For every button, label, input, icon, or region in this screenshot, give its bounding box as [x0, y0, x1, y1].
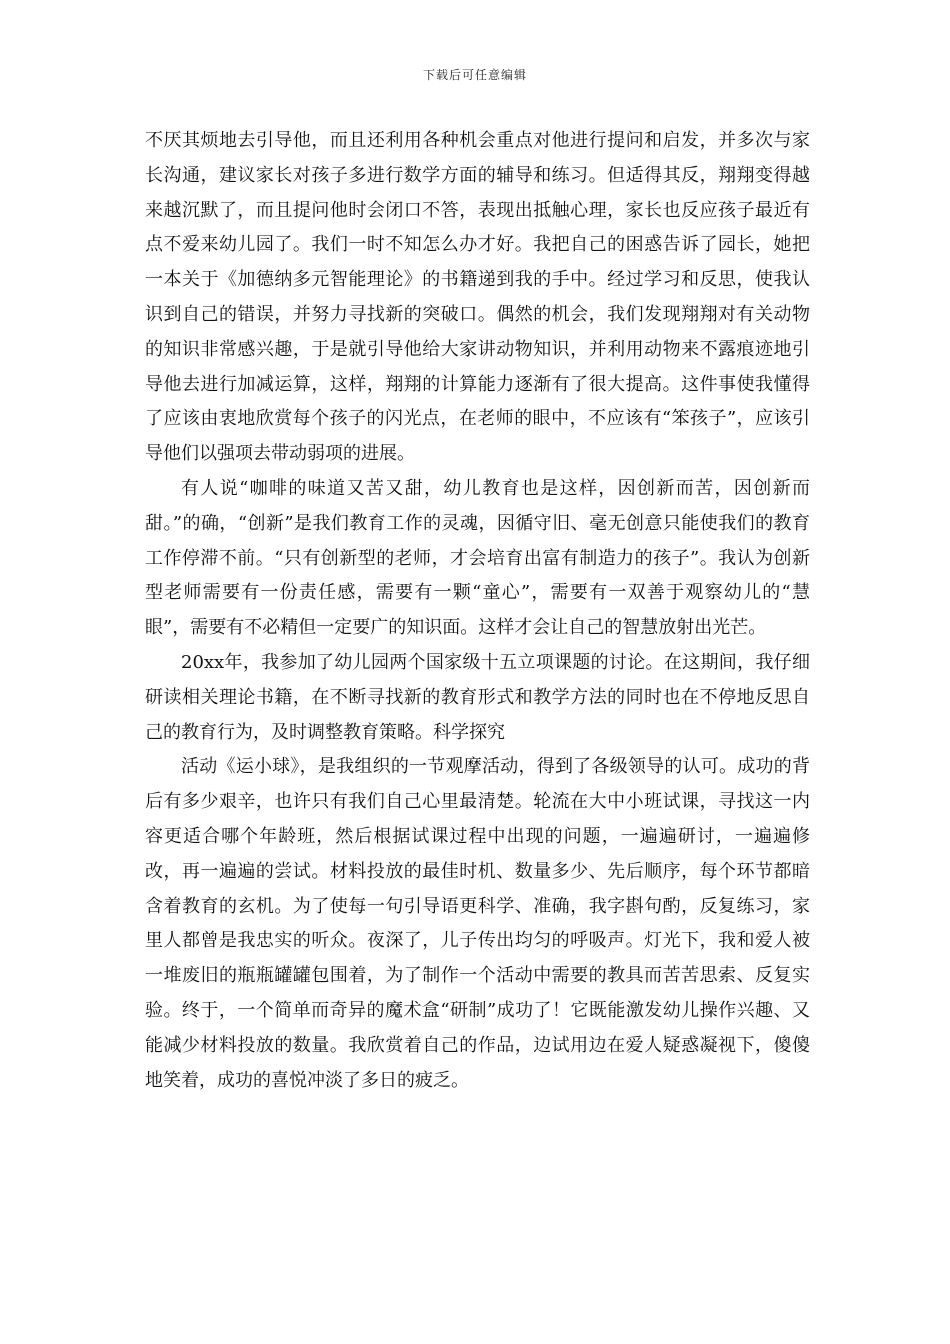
paragraph-3: 20xx年，我参加了幼儿园两个国家级十五立项课题的讨论。在这期间，我仔细研读相关理论书籍，在不断寻找新的教育形式和教学方法的同时也在不停地反思自己的教育行为，及时调整教育策略。科学探究	[145, 651, 810, 743]
paragraph-1: 不厌其烦地去引导他，而且还利用各种机会重点对他进行提问和启发，并多次与家长沟通，建议家长对孩子多进行数学方面的辅导和练习。但适得其反，翔翔变得越来越沉默了，而且提问他时会闭口不答，表现出抵触心理，家长也反应孩子最近有点不爱来幼儿园了。我们一时不知怎么办才好。我把自己的困惑告诉了园长，她把一本关于《加德纳多元智能理论》的书籍递到我的手中。经过学习和反思，使我认识到自己的错误，并努力寻找新的突破口。偶然的机会，我们发现翔翔对有关动物的知识非常感兴趣，于是就引导他给大家讲动物知识，并利用动物来不露痕迹地引导他去进行加减运算，这样，翔翔的计算能力逐渐有了很大提高。这件事使我懂得了应该由衷地欣赏每个孩子的闪光点，在老师的眼中，不应该有“笨孩子”，应该引导他们以强项去带动弱项的进展。	[145, 130, 810, 465]
document-body	[145, 124, 810, 1098]
page-header: 下载后可任意编辑	[422, 68, 527, 82]
paragraph-4: 活动《运小球》，是我组织的一节观摩活动，得到了各级领导的认可。成功的背后有多少艰辛，也许只有我们自己心里最清楚。轮流在大中小班试课，寻找这一内容更适合哪个年龄班，然后根据试课过程中出现的问题，一遍遍研讨，一遍遍修改，再一遍遍的尝试。材料投放的最佳时机、数量多少、先后顺序，每个环节都暗含着教育的玄机。为了使每一句引导语更科学、准确，我字斟句酌，反复练习，家里人都曾是我忠实的听众。夜深了，儿子传出均匀的呼吸声。灯光下，我和爱人被一堆废旧的瓶瓶罐罐包围着，为了制作一个活动中需要的教具而苦苦思索、反复实验。终于，一个简单而奇异的魔术盒“研制”成功了！它既能激发幼儿操作兴趣、又能减少材料投放的数量。我欣赏着自己的作品，边试用边在爱人疑惑凝视下，傻傻地笑着，成功的喜悦冲淡了多日的疲乏。	[145, 756, 810, 1091]
paragraph-2: 有人说“咖啡的味道又苦又甜，幼儿教育也是这样，因创新而苦，因创新而甜。”的确，“创新”是我们教育工作的灵魂，因循守旧、毫无创意只能使我们的教育工作停滞不前。“只有创新型的老师，才会培育出富有制造力的孩子”。我认为创新型老师需要有一份责任感，需要有一颗“童心”，需要有一双善于观察幼儿的“慧眼”，需要有不必精但一定要广的知识面。这样才会让自己的智慧放射出光芒。	[145, 477, 810, 639]
